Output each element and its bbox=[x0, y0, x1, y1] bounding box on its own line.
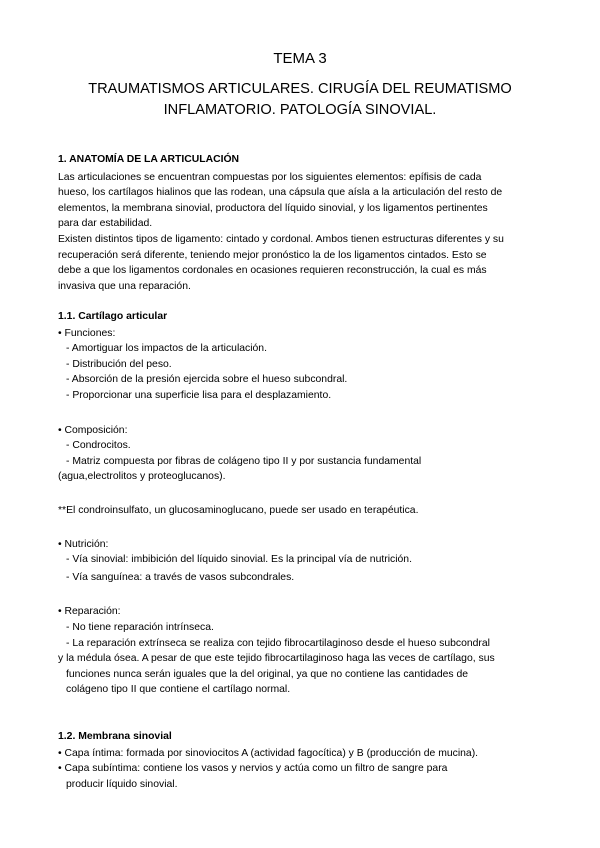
list-item-continuation: funciones nunca serán iguales que la del original, ya que no contiene las cantidades de bbox=[66, 668, 469, 680]
list-item: - Amortiguar los impactos de la articulación. bbox=[66, 343, 267, 355]
list-item-continuation: y la médula ósea. A pesar de que este tejido fibrocartilaginoso haga las veces de cartílago, sus bbox=[58, 653, 495, 665]
text-line: para dar estabilidad. bbox=[58, 218, 153, 230]
note: **El condroinsulfato, un glucosaminoglucano, puede ser usado en terapéutica. bbox=[58, 504, 419, 516]
list-item: - Proporcionar una superficie lisa para el desplazamiento. bbox=[66, 389, 332, 401]
list-item: - Distribución del peso. bbox=[66, 358, 172, 370]
list-item-continuation: producir líquido sinovial. bbox=[66, 778, 178, 790]
paragraph bbox=[58, 232, 558, 294]
paragraph bbox=[58, 170, 558, 232]
section-anatomia bbox=[58, 152, 558, 294]
section-heading: 1. ANATOMÍA DE LA ARTICULACIÓN bbox=[58, 154, 240, 165]
list-item: - Condrocitos. bbox=[66, 440, 131, 452]
section-heading: 1.1. Cartílago articular bbox=[58, 311, 168, 322]
list-item: • Capa íntima: formada por sinoviocitos A (actividad fagocítica) y B (producción de mucina). bbox=[58, 747, 479, 759]
bullet-label: • Reparación: bbox=[58, 606, 121, 618]
list-item: - Matriz compuesta por fibras de colágeno tipo II y por sustancia fundamental bbox=[66, 455, 422, 467]
bullet-label: • Composición: bbox=[58, 424, 128, 436]
list-item: - La reparación extrínseca se realiza con tejido fibrocartilaginoso desde el hueso subcondral bbox=[66, 637, 490, 649]
text-line: Existen distintos tipos de ligamento: cintado y cordonal. Ambos tienen estructuras diferentes y su bbox=[58, 233, 504, 245]
bullet-label: • Nutrición: bbox=[58, 538, 109, 550]
list-item-continuation: (agua,electrolitos y proteoglucanos). bbox=[58, 471, 226, 483]
list-item: • Capa subíntima: contiene los vasos y nervios y actúa como un filtro de sangre para bbox=[58, 763, 448, 775]
text-line: hueso, los cartílagos hialinos que las rodean, una cápsula que aísla a la articulación del resto de bbox=[58, 187, 503, 199]
section-heading: 1.2. Membrana sinovial bbox=[58, 731, 172, 742]
section-membrana bbox=[58, 729, 558, 792]
list-item-continuation: colágeno tipo II que contiene el cartílago normal. bbox=[66, 684, 291, 696]
title-line: TRAUMATISMOS ARTICULARES. CIRUGÍA DEL REUMATISMO bbox=[88, 81, 512, 97]
list-item: - Absorción de la presión ejercida sobre el hueso subcondral. bbox=[66, 374, 348, 386]
text-line: recuperación será diferente, teniendo mejor pronóstico la de los ligamentos cintados. Esto se bbox=[58, 249, 487, 261]
text-line: debe a que los ligamentos cordonales en ocasiones requieren reconstrucción, la cual es más bbox=[58, 265, 487, 277]
bullet-label: • Funciones: bbox=[58, 327, 116, 339]
list-item: - No tiene reparación intrínseca. bbox=[66, 621, 214, 633]
title-line: INFLAMATORIO. PATOLOGÍA SINOVIAL. bbox=[163, 102, 437, 118]
topic-number: TEMA 3 bbox=[273, 50, 327, 67]
text-line: Las articulaciones se encuentran compuestas por los siguientes elementos: epífisis de cada bbox=[58, 171, 482, 183]
document-title bbox=[40, 79, 560, 121]
text-line: invasiva que una reparación. bbox=[58, 280, 191, 292]
section-cartilago bbox=[58, 309, 558, 698]
list-item: - Vía sinovial: imbibición del líquido sinovial. Es la principal vía de nutrición. bbox=[66, 554, 412, 566]
list-item: - Vía sanguínea: a través de vasos subcondrales. bbox=[66, 571, 295, 583]
text-line: elementos, la membrana sinovial, productora del líquido sinovial, y los ligamentos pertinentes bbox=[58, 202, 488, 214]
